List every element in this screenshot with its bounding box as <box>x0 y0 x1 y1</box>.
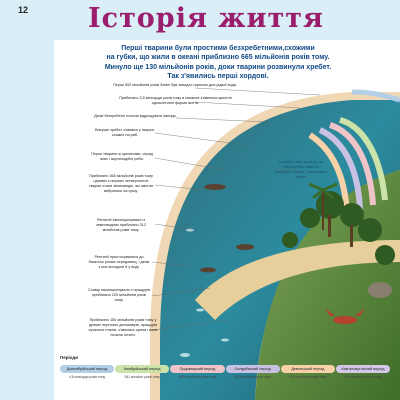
period-item <box>60 365 114 379</box>
timeline-label: Приблизно 3,5 мільярди років тому в океанах з'явилися крихітні одноклітинні форми життя. <box>119 96 232 105</box>
period-age: 419 мільйонів років тому <box>288 375 327 379</box>
timeline-label: Приблизно 365 мільйонів років тому одними з перших четвероногих тварин стали земноводні, які змогли вибратись на сушу. <box>89 174 153 193</box>
period-pill: Силурійський період <box>226 365 280 373</box>
period-pill: Девонський період <box>281 365 335 373</box>
period-pill: Докембрійський період <box>60 365 114 373</box>
period-item <box>115 365 169 379</box>
intro-line: на губки, що жили в океані приблизно 665 мільйонів років тому. <box>106 54 330 62</box>
intro-line: Перші тварини були простими безхребетними,схожими <box>121 45 315 52</box>
timeline-label: Перші тварини зі щелепами, серед яких і акулоподібні риби. <box>91 152 153 161</box>
period-age: 443 мільйони років тому <box>234 375 272 379</box>
period-age: 4,6 мільярди років тому <box>69 375 106 379</box>
period-pill: Кам'яновугільний період <box>336 365 390 373</box>
period-item <box>336 365 390 379</box>
period-age: 485 мільйонів років тому <box>178 375 217 379</box>
periods-title: Періоди <box>60 355 79 360</box>
period-pill: Кембрійський період <box>115 365 169 373</box>
period-item <box>170 365 224 379</box>
period-age: 541 мільйон років тому <box>124 375 160 379</box>
periods-legend <box>60 365 390 379</box>
timeline-label: Рептилії пристосувалися до багатьох різних середовищ, і деякі з них володіли й у воді. <box>88 255 150 269</box>
timeline-label: Перші 500 мільйонів років Землі був занадто гарячою для рідкої води. <box>113 83 237 87</box>
timeline-label: Рептилії еволюціонували із земноводних приблизно 312 мільйонів років тому. <box>96 218 146 232</box>
period-age: 359 мільйонів років тому <box>344 375 382 379</box>
intro-line: Так з'явились перші хордові. <box>167 73 269 81</box>
timeline-label: Вперше хребет з'явився у тварин, схожих на риб. <box>95 128 155 137</box>
period-pill: Ордовицький період <box>170 365 224 373</box>
page-title: Історія життя <box>88 3 324 34</box>
intro-line: Минуло ще 130 мільйонів років, доки тварини розвинули хребет. <box>104 63 332 71</box>
timeline-label: Ссавці еволюціонували з пращурів приблизно 225 мільйонів років тому. <box>88 288 150 302</box>
page-number: 12 <box>18 5 29 15</box>
period-item <box>226 365 280 379</box>
timeline-label: Приблизно 150 мільйонів років тому у деяких пернатих динозаврів, пращурів сучасних птахів, з'явились крила і вони почали літати. <box>88 318 158 337</box>
rock <box>368 282 392 298</box>
timeline-label: Деякі безхребетні почали відрощувати панцир. <box>94 114 177 118</box>
period-item <box>281 365 335 379</box>
earth-formation-note: Із хмари газів та пилу, що оберталися навколо молодого Сонця, утворилася Земля. <box>275 160 327 179</box>
